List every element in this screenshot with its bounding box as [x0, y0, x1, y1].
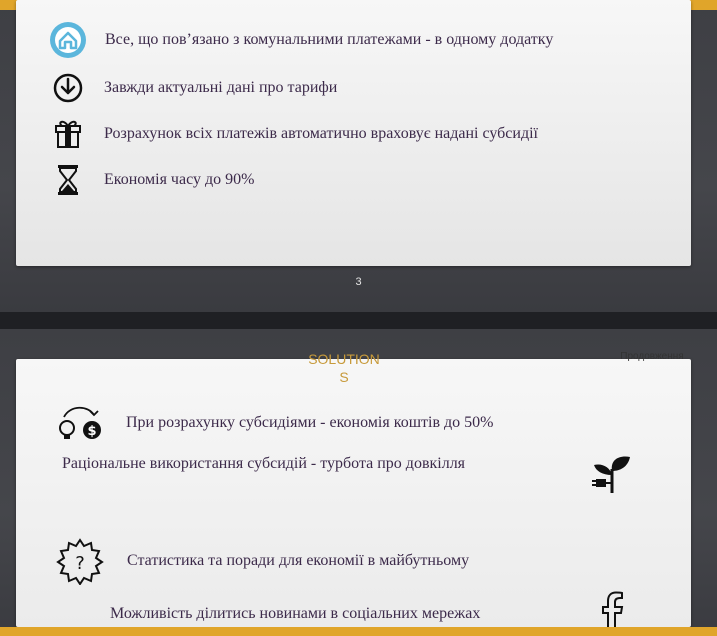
plant-plug-icon — [588, 449, 636, 497]
app-logo-icon — [48, 20, 88, 60]
accent-bar-bottom — [0, 627, 717, 636]
solutions-heading — [300, 350, 388, 386]
bulb-money-icon — [54, 403, 106, 443]
benefit-row — [48, 20, 553, 60]
page-number: 3 — [355, 276, 362, 288]
benefits-card — [16, 0, 691, 266]
slide-solutions — [0, 329, 717, 636]
question-badge-icon — [56, 537, 104, 585]
benefit-row — [48, 160, 254, 200]
solution-row — [54, 403, 493, 443]
benefit-text: Завжди актуальні дані про тарифи — [104, 79, 338, 96]
benefit-text: Економія часу до 90% — [104, 171, 255, 188]
download-arrow-icon — [48, 68, 88, 108]
solution-text: Можливість ділитись новинами в соціальних мережах — [110, 605, 481, 622]
continuation-label: Продовження — [620, 351, 684, 362]
solutions-card — [16, 359, 691, 627]
gift-icon — [48, 114, 88, 154]
solution-row — [110, 605, 480, 623]
solution-text: При розрахунку субсидіями - економія коштів до 50% — [126, 414, 494, 431]
solution-row — [56, 537, 469, 585]
benefit-text: Все, що пов’язано з комунальними платежами - в одному додатку — [105, 31, 554, 48]
slide-benefits — [0, 0, 717, 312]
svg-text:$: $ — [87, 424, 97, 439]
benefit-row — [48, 114, 538, 154]
solution-text: Раціональне використання субсидій - турбота про довкілля — [62, 455, 466, 472]
solutions-heading-line2: S — [339, 369, 349, 385]
solution-text: Статистика та поради для економії в майбутньому — [127, 552, 470, 569]
hourglass-icon — [48, 160, 88, 200]
solution-row — [62, 455, 465, 473]
svg-text:?: ? — [75, 553, 85, 574]
solutions-heading-line1: SOLUTION — [308, 351, 380, 367]
slide-separator — [0, 312, 717, 329]
benefit-row — [48, 68, 337, 108]
benefit-text: Розрахунок всіх платежів автоматично враховує надані субсидії — [104, 125, 538, 142]
